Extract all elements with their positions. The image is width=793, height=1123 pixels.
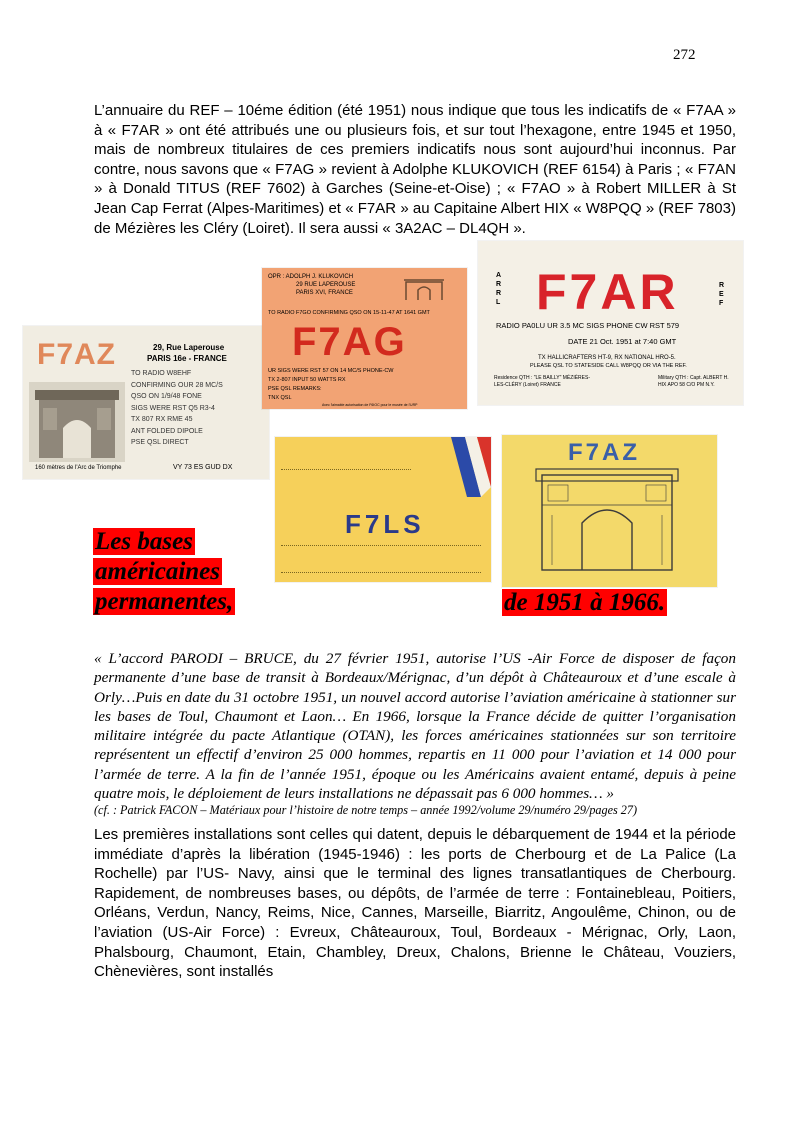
qsl-card-f7ar bbox=[478, 241, 743, 405]
french-flag-icon bbox=[441, 437, 491, 497]
card-please: PLEASE QSL TO STATESIDE CALL W8PQQ OR VIA THE REF. bbox=[530, 363, 687, 369]
body-paragraph: Les premières installations sont celles qui datent, depuis le débarquement de 1944 et la période immédiate d’après la libération (1945-1946) : les ports de Cherbourg et de La Palice (La Rochelle) par l’US- Navy, ainsi que le terminal des lignes transatlantiques de Cherbourg. Rapidement, de nombreuses bases, ou dépôts, de l’armée de terre : Fontainebleau, Poitiers, Orléans, Verdun, Nancy, Reims, Nice, Cannes, Marseille, Biarritz, Angoulême, Chinon, ou de l’aviation (US-Air Force) : Evreux, Châteauroux, Toul, Bordeaux - Mérignac, Orly, Laon, Phalsbourg, Chaumont, Etain, Chambley, Dreux, Chalons, Brienne le Château, Vouziers, Chènevières, sont installés bbox=[94, 826, 736, 981]
card-callsign: F7AZ bbox=[568, 439, 640, 466]
heading-right bbox=[502, 588, 667, 617]
card-remarks: PSE QSL REMARKS: bbox=[268, 386, 322, 392]
card-tx: TX 2-807 INPUT 50 WATTS RX bbox=[268, 377, 346, 383]
card-callsign: F7LS bbox=[345, 509, 425, 539]
card-field: ANT FOLDED DIPOLE bbox=[131, 427, 203, 435]
qsl-card-f7ag bbox=[262, 268, 467, 409]
qsl-card-f7az-sketch bbox=[502, 435, 717, 587]
card-radio-line: RADIO PA0LU UR 3.5 MC SIGS PHONE CW RST 579 bbox=[496, 321, 680, 330]
card-military: Military QTH : Capt. ALBERT H. HIX APO 58 C/O PM N.Y. bbox=[658, 375, 729, 388]
quote-block bbox=[94, 649, 736, 818]
heading-line: de 1951 à 1966. bbox=[504, 589, 666, 616]
arc-de-triomphe-photo bbox=[29, 382, 125, 462]
card-field: SIGS WERE RST Q5 R3-4 bbox=[131, 404, 215, 412]
heading-left bbox=[93, 527, 235, 616]
card-callsign: F7AR bbox=[536, 264, 679, 320]
card-op-line: OPR : ADOLPH J. KLUKOVICH bbox=[268, 274, 354, 280]
qsl-card-f7az-arc bbox=[23, 326, 269, 479]
card-field: QSO ON 1/9/48 FONE bbox=[131, 393, 202, 400]
arc-sketch-icon bbox=[402, 274, 446, 302]
card-to-radio: TO RADIO F7GO CONFIRMING QSO ON 15-11-47 AT 1641 GMT bbox=[268, 310, 430, 316]
heading-line: américaines bbox=[95, 558, 220, 585]
card-caption: 160 mètres de l'Arc de Triomphe bbox=[35, 465, 122, 471]
card-date-line: DATE 21 Oct. 1951 at 7:40 GMT bbox=[568, 337, 677, 346]
card-address-line2: PARIS 16e - FRANCE bbox=[147, 354, 227, 363]
card-op-line: 29 RUE LAPEROUSE bbox=[296, 282, 356, 288]
quote-text: « L’accord PARODI – BRUCE, du 27 février 1951, autorise l’US -Air Force de disposer de façon permanente d’une base de transit à Bordeaux/Mérignac, d’un dépôt à Châteauroux et d’une escale à Orly…Puis en date du 31 octobre 1951, un nouvel accord autorise l’aviation américaine à stationner sur les bases de Toul, Chaumont et Laon… En 1966, lorsque la France décide de quitter l’organisation militaire intégrée du pacte Atlantique (OTAN), les forces américaines stationnées sur son territoire représentent un effectif d’environ 25 000 hommes, repartis en 11 000 pour l’aviation et 14 000 pour l’armée de terre. A la fin de l’année 1951, époque ou les Américains avaient entamé, depuis à peine quatre mois, le déploiement de leurs installations ne dépassait pas 6 000 hommes… » bbox=[94, 650, 736, 803]
card-header-lines bbox=[281, 445, 411, 470]
quote-citation: (cf. : Patrick FACON – Matériaux pour l’histoire de notre temps – année 1992/volume 29/numéro 29/pages 27) bbox=[94, 803, 638, 818]
heading-line: Les bases bbox=[95, 528, 193, 555]
intro-paragraph: L’annuaire du REF – 10éme édition (été 1951) nous indique que tous les indicatifs de « F7AA » à « F7AR » ont été attribués une ou plusieurs fois, et sur tout l’hexagone, entre 1945 et 1950, mais de nombreux titulaires de ces premiers indicatifs nous sont aujourd’hui inconnus. Par contre, nous savons que « F7AG » revient à Adolphe KLUKOVICH (REF 6154) à Paris ; « F7AN » à Donald TITUS (REF 7602) à Garches (Seine-et-Oise) ; « F7AO » à Robert MILLER à St Jean Cap Ferrat (Alpes-Maritimes) et « F7AR » au Capitaine Albert HIX « W8PQQ » (REF 7803) de Mézières les Cléry (Loiret). Il sera aussi « 3A2AC – DL4QH ». bbox=[94, 102, 736, 237]
card-fields bbox=[131, 368, 223, 449]
card-field: CONFIRMING OUR 28 MC/S bbox=[131, 381, 223, 389]
card-callsign: F7AG bbox=[292, 320, 407, 364]
card-field: PSE QSL DIRECT bbox=[131, 439, 189, 446]
arc-de-triomphe-sketch bbox=[522, 465, 702, 580]
qsl-card-f7ls bbox=[275, 437, 491, 582]
card-op-line: PARIS XVI, FRANCE bbox=[296, 290, 353, 296]
card-sigs: UR SIGS WERE RST 57 ON 14 MC/S PHONE-CW bbox=[268, 368, 394, 374]
card-ref: REF bbox=[719, 282, 725, 307]
card-callsign: F7AZ bbox=[37, 338, 116, 371]
card-field: TX 807 RX RME 45 bbox=[131, 416, 193, 423]
card-arrl: ARRL bbox=[496, 272, 502, 306]
card-address-line1: 29, Rue Laperouse bbox=[153, 343, 225, 352]
card-credit: Avec l'aimable autorisation de F6IOC pour le musée de l'URP bbox=[322, 403, 418, 407]
card-operator bbox=[268, 273, 355, 297]
page-number: 272 bbox=[673, 47, 696, 63]
card-tx-line: TX HALLICRAFTERS HT-9, RX NATIONAL HRO-5. bbox=[538, 355, 676, 361]
card-footer-lines bbox=[281, 545, 481, 573]
card-field: TO RADIO W8EHF bbox=[131, 370, 192, 377]
card-tnx: TNX QSL bbox=[268, 395, 292, 401]
heading-line: permanentes, bbox=[95, 588, 234, 615]
card-residence: Residence QTH : "LE BAILLY" MÉZIÈRES-LES-CLÉRY (Loiret) FRANCE bbox=[494, 375, 590, 388]
card-footer: VY 73 ES GUD DX bbox=[173, 464, 233, 471]
